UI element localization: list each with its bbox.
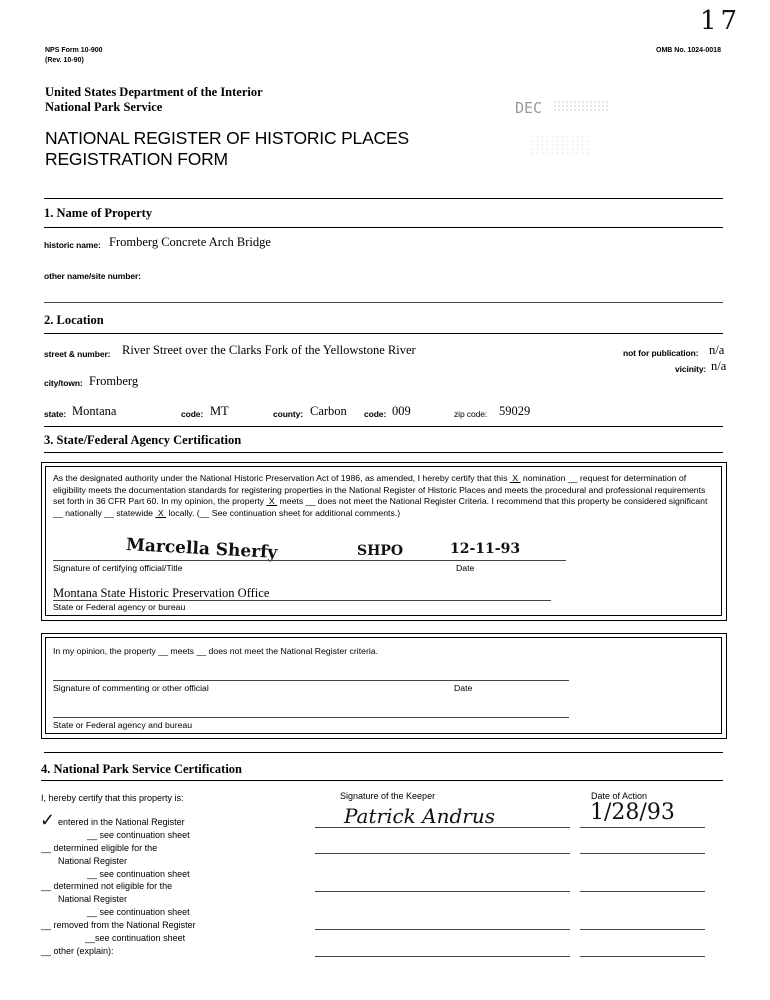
keeper-line (315, 891, 570, 892)
street-label: street & number: (44, 349, 111, 359)
historic-name-label: historic name: (44, 240, 101, 250)
status-determined-not-eligible: __ determined not eligible for the (41, 881, 173, 891)
county-label: county: (273, 409, 303, 419)
date-label: Date (454, 683, 473, 693)
status-determined-eligible: __ determined eligible for the (41, 843, 158, 853)
certifying-title: SHPO (357, 543, 404, 559)
historic-name-value: Fromberg Concrete Arch Bridge (109, 235, 271, 249)
entered-check-icon: ✓ (40, 810, 56, 831)
state-code-label: code: (181, 409, 204, 419)
keeper-line (315, 956, 570, 957)
divider (41, 780, 723, 781)
section3-heading: 3. State/Federal Agency Certification (44, 433, 242, 447)
signature-label: Signature of certifying official/Title (53, 563, 183, 573)
divider (44, 426, 723, 427)
divider (44, 452, 723, 453)
action-date-line (580, 853, 705, 854)
see-continuation-1: __ see continuation sheet (87, 830, 190, 840)
page-mark: 17 (700, 6, 742, 36)
street-value: River Street over the Clarks Fork of the Yellowstone River (122, 343, 416, 357)
opinion-statement: In my opinion, the property __ meets __ does not meet the National Register criteria. (53, 646, 379, 656)
action-date-line (580, 891, 705, 892)
certification-statement: As the designated authority under the National Historic Preservation Act of 1986, as amended, I hereby certify that this X nomination __ request for determination of eligibility meets the documentation standards for registering properties in the National Register of Historic Places and meets the procedural and professional requirements set forth in 36 CFR Part 60. In my opinion, the property X meets __ does not meet the National Register Criteria. I recommend that this property be considered significant __ nationally __ statewide X locally. (__ See continuation sheet for additional comments.) (53, 473, 708, 519)
certification-box (41, 462, 727, 621)
form-title-line2: REGISTRATION FORM (45, 149, 228, 169)
divider (44, 333, 723, 334)
comment-box (41, 633, 727, 739)
status-entered: entered in the National Register (58, 817, 185, 827)
status-removed: __ removed from the National Register (41, 920, 196, 930)
certifying-signature: Marcella Sherfy (125, 535, 278, 563)
divider (44, 302, 723, 303)
agency-label: State or Federal agency or bureau (53, 602, 186, 612)
keeper-line (315, 929, 570, 930)
stamp-smudge-lower (530, 135, 590, 155)
city-label: city/town: (44, 378, 83, 388)
department-name: United States Department of the Interior (45, 85, 263, 99)
see-continuation-4: __see continuation sheet (85, 933, 186, 943)
not-for-publication-value: n/a (709, 343, 725, 357)
divider (44, 752, 723, 753)
county-code-label: code: (364, 409, 387, 419)
state-label: state: (44, 409, 67, 419)
stamp-smudge (553, 100, 608, 112)
not-for-publication-label: not for publication: (623, 348, 699, 358)
action-date: 1/28/93 (590, 800, 675, 825)
action-date-line (580, 956, 705, 957)
divider (44, 227, 723, 228)
section1-heading: 1. Name of Property (44, 206, 153, 220)
state-code-value: MT (210, 404, 229, 418)
section2-heading: 2. Location (44, 313, 104, 327)
agency-label: State or Federal agency and bureau (53, 720, 193, 730)
form-title-line1: NATIONAL REGISTER OF HISTORIC PLACES (45, 128, 409, 148)
see-continuation-3: __ see continuation sheet (87, 907, 190, 917)
keeper-label: Signature of the Keeper (340, 791, 436, 801)
see-continuation-2: __ see continuation sheet (87, 869, 190, 879)
form-number: NPS Form 10-900 (45, 47, 103, 54)
city-value: Fromberg (89, 374, 139, 388)
keeper-signature: Patrick Andrus (344, 804, 495, 828)
zip-value: 59029 (499, 404, 531, 418)
omb-number: OMB No. 1024-0018 (656, 47, 721, 54)
zip-label: zip code: (454, 409, 488, 419)
state-value: Montana (72, 404, 117, 418)
county-value: Carbon (310, 404, 347, 418)
keeper-line (315, 827, 570, 828)
date-label: Date (456, 563, 475, 573)
vicinity-value: n/a (711, 359, 727, 373)
form-revision: (Rev. 10-90) (45, 57, 84, 64)
agency-line (53, 600, 551, 601)
certifying-date: 12-11-93 (450, 541, 521, 557)
status-determined-eligible-line2: National Register (58, 856, 128, 866)
nps-intro: I, hereby certify that this property is: (41, 793, 184, 803)
commenting-signature-line (53, 680, 569, 681)
divider (44, 198, 723, 199)
action-date-line (580, 929, 705, 930)
certifying-agency-value: Montana State Historic Preservation Office (53, 586, 270, 600)
agency-name: National Park Service (45, 100, 163, 114)
date-of-action-label: Date of Action (591, 791, 648, 801)
signature-line (53, 560, 566, 561)
received-stamp: DEC (515, 99, 543, 117)
section4-heading: 4. National Park Service Certification (41, 762, 242, 776)
status-determined-not-eligible-line2: National Register (58, 894, 128, 904)
commenting-signature-label: Signature of commenting or other official (53, 683, 209, 693)
county-code-value: 009 (392, 404, 411, 418)
vicinity-label: vicinity: (675, 364, 707, 374)
status-other: __ other (explain): (41, 946, 114, 956)
agency-line (53, 717, 569, 718)
keeper-line (315, 853, 570, 854)
other-name-label: other name/site number: (44, 271, 141, 281)
action-date-line (580, 827, 705, 828)
